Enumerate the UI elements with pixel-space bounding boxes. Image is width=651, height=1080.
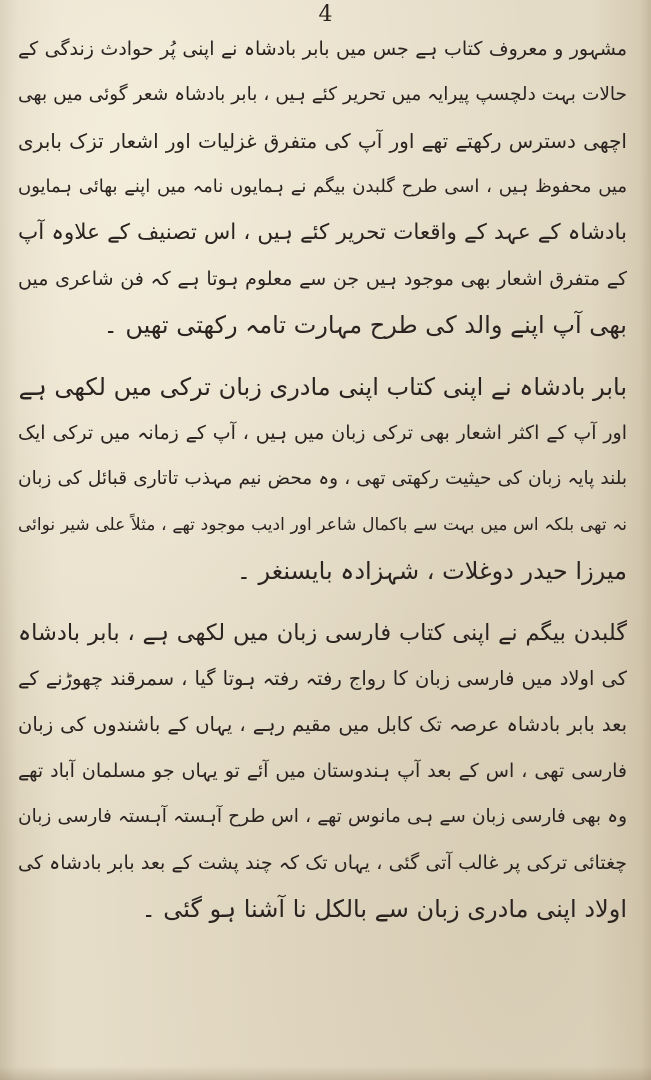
text-line: وہ بھی فارسی زبان سے ہی مانوس تھے ، اس طرح آہستہ آہستہ فارسی زبان: [18, 806, 627, 827]
text-line: مشہور و معروف کتاب ہے جس میں بابر بادشاہ نے اپنی پُر حوادث زندگی کے: [18, 38, 627, 60]
text-line: بادشاہ کے عہد کے واقعات تحریر کئے ہیں ، اس تصنیف کے علاوہ آپ: [18, 220, 627, 245]
text-line: چغتائی ترکی پر غالب آتی گئی ، یہاں تک کہ چند پشت کے بعد بابر بادشاہ کی: [18, 852, 627, 874]
text-line: بعد بابر بادشاہ عرصہ تک کابل میں مقیم رہے ، یہاں کے باشندوں کی زبان: [18, 713, 627, 736]
text-line: میرزا حیدر دوغلات ، شہزادہ بایسنغر ۔: [236, 557, 627, 585]
page-number: 4: [318, 2, 333, 27]
paragraph-gap: [18, 348, 627, 364]
text-line: گلبدن بیگم نے اپنی کتاب فارسی زبان میں لکھی ہے ، بابر بادشاہ: [18, 620, 627, 646]
text-line: کی اولاد میں فارسی زبان کا رواج رفتہ رفتہ ہوتا گیا ، سمرقند چھوڑنے کے: [18, 667, 627, 690]
text-line: کے متفرق اشعار بھی موجود ہیں جن سے معلوم ہوتا ہے کہ فن شاعری میں: [18, 268, 627, 290]
text-line: اچھی دسترس رکھتے تھے اور آپ کی متفرق غزلیات اور اشعار تزک بابری: [18, 129, 627, 153]
text-line: میں محفوظ ہیں ، اسی طرح گلبدن بیگم نے ہمایوں نامہ میں اپنے بھائی ہمایوں: [18, 176, 627, 197]
text-line: اور آپ کے اکثر اشعار بھی ترکی زبان میں ہیں ، آپ کے زمانہ میں ترکی ایک: [18, 422, 627, 444]
text-line: بابر بادشاہ نے اپنی کتاب اپنی مادری زبان ترکی میں لکھی ہے: [18, 373, 627, 401]
paragraph-gap: [18, 594, 627, 610]
text-line: حالات بہت دلچسپ پیرایہ میں تحریر کئے ہیں ، بابر بادشاہ شعر گوئی میں بھی: [18, 84, 627, 105]
paragraph-1: [18, 26, 627, 348]
paragraph-3: [18, 610, 627, 932]
text-line: بھی آپ اپنے والد کی طرح مہارت تامہ رکھتی تھیں ۔: [103, 311, 627, 339]
text-line: اولاد اپنی مادری زبان سے بالکل نا آشنا ہو گئی ۔: [141, 895, 627, 923]
page-text: [18, 26, 627, 932]
text-line: فارسی تھی ، اس کے بعد آپ ہندوستان میں آئے تو یہاں جو مسلمان آباد تھے: [18, 760, 627, 782]
text-line: بلند پایہ زبان کی حیثیت رکھتی تھی ، وہ محض نیم مہذب تاتاری قبائل کی زبان: [18, 468, 627, 489]
text-line: نہ تھی بلکہ اس میں بہت سے باکمال شاعر اور ادیب موجود تھے ، مثلاً علی شیر نوائی: [18, 515, 627, 535]
paragraph-2: [18, 364, 627, 594]
